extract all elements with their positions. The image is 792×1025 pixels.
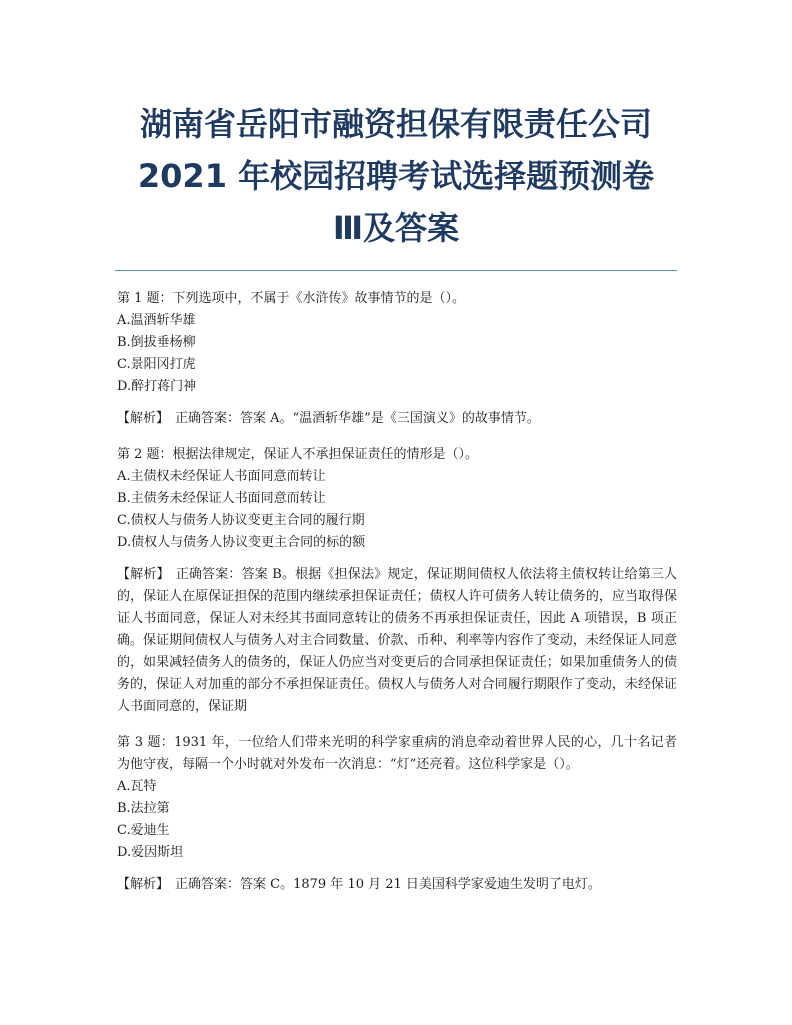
analysis-tag: 【解析】: [117, 877, 170, 892]
option-d: D.债权人与债务人协议变更主合同的标的额: [117, 535, 366, 550]
question-stem: 第 3 题：1931 年，一位给人们带来光明的科学家重病的消息牵动着世界人民的心，几十名记者为他守夜，每隔一个小时就对外发布一次消息：“灯”还亮着。这位科学家是（）。: [117, 735, 677, 772]
option-c: C.景阳冈打虎: [117, 357, 196, 372]
option-a: A.瓦特: [117, 779, 157, 794]
option-d: D.爱因斯坦: [117, 845, 184, 860]
option-c: C.债权人与债务人协议变更主合同的履行期: [117, 513, 365, 528]
option-b: B.倒拔垂杨柳: [117, 335, 196, 350]
analysis-text: 正确答案：答案 B。根据《担保法》规定，保证期间债权人依法将主债权转让给第三人的，保证人在原保证担保的范围内继续承担保证责任；债权人许可债务人转让债务的，应当取得保证人书面同意，保证人对未经其书面同意转让的债务不再承担保证责任，因此 A 项错误，B 项正确。保证期间债权人与债务人对主合同数量、价款、币种、利率等内容作了变动，未经保证人同意的，如果减轻债务人的债务的，保证人仍应当对变更后的合同承担保证责任；如果加重债务人的债务的，保证人对加重的部分不承担保证责任。债权人与债务人对合同履行期限作了变动，未经保证人书面同意的，保证期: [117, 567, 677, 714]
option-a: A.温酒斩华雄: [117, 313, 196, 328]
analysis-text: 正确答案：答案 C。1879 年 10 月 21 日美国科学家爱迪生发明了电灯。: [175, 877, 601, 892]
title-line-2: 2021 年校园招聘考试选择题预测卷: [137, 157, 655, 195]
answer-analysis: [117, 874, 677, 896]
question-2: [117, 444, 677, 718]
option-d: D.醉打蒋门神: [117, 379, 197, 394]
answer-analysis: [117, 408, 677, 430]
analysis-tag: 【解析】: [117, 567, 170, 582]
answer-analysis: [117, 564, 677, 718]
question-stem: 第 2 题：根据法律规定，保证人不承担保证责任的情形是（）。: [117, 447, 479, 462]
option-c: C.爱迪生: [117, 823, 170, 838]
title-divider: [115, 270, 677, 271]
question-stem: 第 1 题：下列选项中，不属于《水浒传》故事情节的是（）。: [117, 291, 466, 306]
document-title: [110, 98, 682, 254]
option-b: B.法拉第: [117, 801, 170, 816]
question-1: [117, 288, 677, 430]
option-b: B.主债务未经保证人书面同意而转让: [117, 491, 326, 506]
question-list: [117, 288, 677, 910]
analysis-text: 正确答案：答案 A。“温酒斩华雄”是《三国演义》的故事情节。: [175, 411, 540, 426]
option-a: A.主债权未经保证人书面同意而转让: [117, 469, 326, 484]
question-3: [117, 732, 677, 896]
analysis-tag: 【解析】: [117, 411, 170, 426]
title-line-3: Ⅲ及答案: [332, 209, 460, 247]
title-line-1: 湖南省岳阳市融资担保有限责任公司: [139, 105, 652, 143]
